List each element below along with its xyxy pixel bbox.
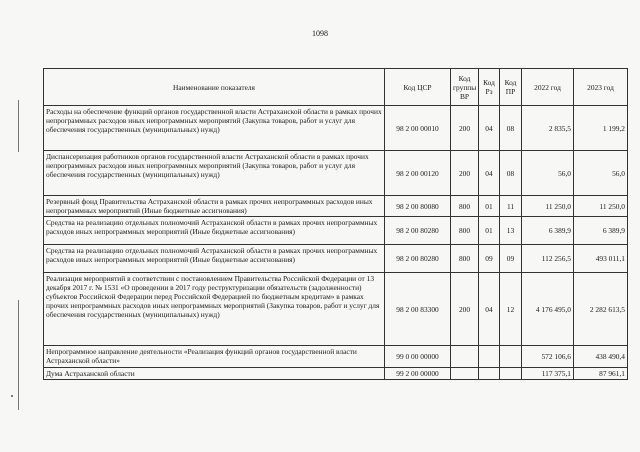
col-header-name: Наименование показателя xyxy=(44,69,385,106)
row-csr: 98 2 00 00120 xyxy=(385,151,451,196)
row-csr: 98 2 00 80080 xyxy=(385,196,451,217)
row-2022: 6 389,9 xyxy=(522,217,574,245)
row-2022: 56,0 xyxy=(522,151,574,196)
row-pr: 12 xyxy=(500,273,522,346)
row-name: Диспансеризация работников органов государственной власти Астраханской области в рамках прочих непрограммных расходов иных непрограммных мероприятий (Закупка товаров, работ и услуг для обеспечения государственных (муниципальных) нужд) xyxy=(44,151,385,196)
col-header-2022: 2022 год xyxy=(522,69,574,106)
row-vr xyxy=(451,368,479,380)
row-2022: 2 835,5 xyxy=(522,106,574,151)
table-row xyxy=(44,346,628,368)
row-vr: 200 xyxy=(451,106,479,151)
table-row xyxy=(44,217,628,245)
col-header-2023: 2023 год xyxy=(574,69,628,106)
table-row xyxy=(44,106,628,151)
row-2023: 493 011,1 xyxy=(574,245,628,273)
row-rz: 01 xyxy=(479,196,500,217)
table-header-row xyxy=(44,69,628,106)
row-rz: 01 xyxy=(479,217,500,245)
row-name: Средства на реализацию отдельных полномочий Астраханской области в рамках прочих непрограммных расходов иных непрограммных мероприятий (Иные бюджетные ассигнования) xyxy=(44,217,385,245)
table-row xyxy=(44,196,628,217)
row-pr: 08 xyxy=(500,151,522,196)
row-vr: 800 xyxy=(451,196,479,217)
row-name: Резервный фонд Правительства Астраханской области в рамках прочих непрограммных расходов иных непрограммных мероприятий (Иные бюджетные ассигнования) xyxy=(44,196,385,217)
row-name: Средства на реализацию отдельных полномочий Астраханской области в рамках прочих непрограммных расходов иных непрограммных мероприятий (Иные бюджетные ассигнования) xyxy=(44,245,385,273)
row-2022: 11 250,0 xyxy=(522,196,574,217)
row-vr xyxy=(451,346,479,368)
row-rz xyxy=(479,346,500,368)
table-row xyxy=(44,245,628,273)
row-2023: 1 199,2 xyxy=(574,106,628,151)
scan-dot xyxy=(11,395,13,397)
row-rz: 04 xyxy=(479,106,500,151)
table-row xyxy=(44,368,628,380)
row-pr xyxy=(500,346,522,368)
row-2023: 2 282 613,5 xyxy=(574,273,628,346)
row-name: Расходы на обеспечение функций органов государственной власти Астраханской области в рамках прочих непрограммных расходов иных непрограммных мероприятий (Закупка товаров, работ и услуг для обеспечения государственных (муниципальных) нужд) xyxy=(44,106,385,151)
row-vr: 200 xyxy=(451,273,479,346)
row-2023: 6 389,9 xyxy=(574,217,628,245)
table-row xyxy=(44,273,628,346)
row-csr: 99 2 00 00000 xyxy=(385,368,451,380)
row-csr: 98 2 00 80280 xyxy=(385,245,451,273)
row-name: Непрограммное направление деятельности «Реализация функций органов государственной власти Астраханской области» xyxy=(44,346,385,368)
page-number: 1098 xyxy=(312,29,328,38)
row-2023: 438 490,4 xyxy=(574,346,628,368)
row-2023: 87 961,1 xyxy=(574,368,628,380)
row-2023: 11 250,0 xyxy=(574,196,628,217)
row-pr: 13 xyxy=(500,217,522,245)
row-name: Дума Астраханской области xyxy=(44,368,385,380)
row-vr: 800 xyxy=(451,245,479,273)
row-vr: 200 xyxy=(451,151,479,196)
row-rz: 04 xyxy=(479,151,500,196)
col-header-pr: Код ПР xyxy=(500,69,522,106)
scan-margin-line xyxy=(18,300,19,410)
row-2022: 4 176 495,0 xyxy=(522,273,574,346)
row-csr: 98 2 00 83300 xyxy=(385,273,451,346)
scan-margin-line xyxy=(18,100,19,152)
row-pr: 11 xyxy=(500,196,522,217)
row-pr xyxy=(500,368,522,380)
col-header-csr: Код ЦСР xyxy=(385,69,451,106)
row-2023: 56,0 xyxy=(574,151,628,196)
col-header-rz: Код Рз xyxy=(479,69,500,106)
row-rz: 09 xyxy=(479,245,500,273)
table-row xyxy=(44,151,628,196)
col-header-vr: Код группы ВР xyxy=(451,69,479,106)
row-csr: 98 2 00 80280 xyxy=(385,217,451,245)
row-2022: 112 256,5 xyxy=(522,245,574,273)
row-2022: 572 106,6 xyxy=(522,346,574,368)
row-csr: 99 0 00 00000 xyxy=(385,346,451,368)
row-pr: 09 xyxy=(500,245,522,273)
row-2022: 117 375,1 xyxy=(522,368,574,380)
row-pr: 08 xyxy=(500,106,522,151)
row-rz: 04 xyxy=(479,273,500,346)
row-rz xyxy=(479,368,500,380)
row-csr: 98 2 00 00010 xyxy=(385,106,451,151)
row-vr: 800 xyxy=(451,217,479,245)
budget-table xyxy=(43,68,628,380)
row-name: Реализация мероприятий в соответствии с постановлением Правительства Российской Федерации от 13 декабря 2017 г. № 1531 «О проведении в 2017 году реструктуризации обязательств (задолженности) субъектов Российской Федерации перед Российской Федерацией по бюджетным кредитам» в рамках прочих непрограммных расходов иных непрограммных мероприятий (Закупка товаров, работ и услуг для обеспечения государственных (муниципальных) нужд) xyxy=(44,273,385,346)
